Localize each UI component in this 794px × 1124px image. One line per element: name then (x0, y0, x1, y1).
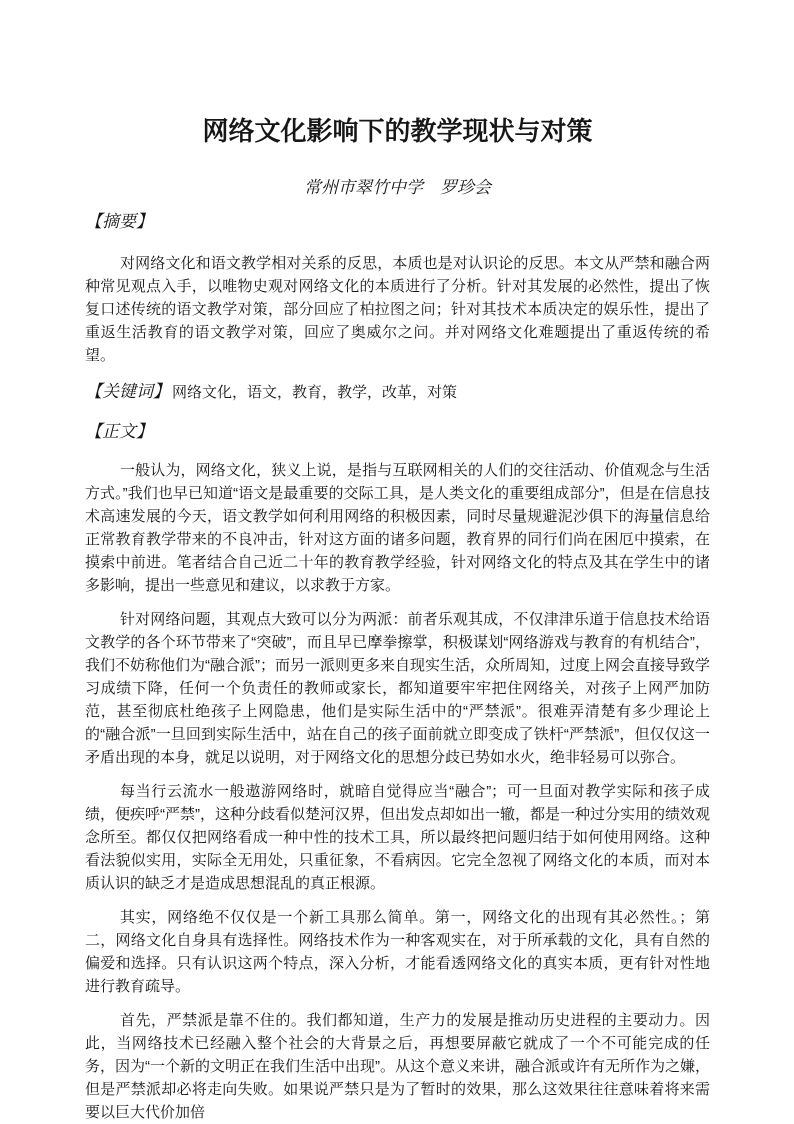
body-paragraph-4: 其实，网络绝不仅仅是一个新工具那么简单。第一，网络文化的出现有其必然性。；第二，网络文化自身具有选择性。网络技术作为一种客观实在，对于所承载的文化，具有自然的偏爱和选择。只有认识这两个特点，深入分析，才能看透网络文化的真实本质，更有针对性地进行教育疏导。 (85, 909, 710, 995)
body-paragraph-5: 首先，严禁派是靠不住的。我们都知道，生产力的发展是推动历史进程的主要动力。因此，当网络技术已经融入整个社会的大背景之后，再想要屏蔽它就成了一个不可能完成的任务，因为“一个新的文明正在我们生活中出现”。从这个意义来讲，融合派或许有无所作为之嫌，但是严禁派却必将走向失败。如果说严禁只是为了暂时的效果，那么这效果往往意味着将来需要以巨大代价加倍 (85, 1012, 710, 1121)
body-label: 【正文】 (85, 422, 153, 441)
document-title: 网络文化影响下的教学现状与对策 (202, 116, 593, 146)
keywords-text: 网络文化，语文，教育，教学，改革，对策 (172, 384, 458, 401)
body-paragraph-3: 每当行云流水一般遨游网络时，就暗自觉得应当“融合”；可一旦面对教学实际和孩子成绩，便疾呼“严禁”，这种分歧看似楚河汉界，但出发点却如出一辙，都是一种过分实用的绩效观念所至。都仅仅把网络看成一种中性的技术工具，所以最终把问题归结于如何使用网络。这种看法貌似实用，实际全无用处，只重征象，不看病因。它完全忽视了网络文化的本质，而对本质认识的缺乏才是造成思想混乱的真正根源。 (85, 783, 710, 892)
abstract-label: 【摘要】 (85, 212, 153, 231)
body-paragraph-2: 针对网络问题，其观点大致可以分为两派：前者乐观其成，不仅津津乐道于信息技术给语文教学的各个环节带来了“突破”，而且早已摩拳擦掌，积极谋划“网络游戏与教育的有机结合”，我们不妨称他们为“融合派”；而另一派则更多来自现实生活，众所周知，过度上网会直接导致学习成绩下降，任何一个负责任的教师或家长，都知道要牢牢把住网络关，对孩子上网严加防范，甚至彻底杜绝孩子上网隐患，他们是实际生活中的“严禁派”。很难弄清楚有多少理论上的“融合派”一旦回到实际生活中，站在自己的孩子面前就立即变成了铁杆“严禁派”，但仅仅这一矛盾出现的本身，就足以说明，对于网络文化的思想分歧已势如水火，绝非轻易可以弥合。 (85, 611, 710, 766)
abstract-text: 对网络文化和语文教学相对关系的反思，本质也是对认识论的反思。本文从严禁和融合两种常见观点入手，以唯物史观对网络文化的本质进行了分析。针对其发展的必然性，提出了恢复口述传统的语文教学对策，部分回应了柏拉图之问；针对其技术本质决定的娱乐性，提出了重返生活教育的语文教学对策，回应了奥威尔之问。并对网络文化难题提出了重返传统的希望。 (85, 255, 710, 364)
author-byline: 常州市翠竹中学 罗珍会 (304, 178, 491, 197)
body-paragraph-1: 一般认为，网络文化，狭义上说，是指与互联网相关的人们的交往活动、价值观念与生活方式。”我们也早已知道“语文是最重要的交际工具，是人类文化的重要组成部分”，但是在信息技术高速发展的今天，语文教学如何利用网络的积极因素，同时尽量规避泥沙俱下的海量信息给正常教育教学带来的不良冲击，针对这方面的诸多问题，教育界的同行们尚在困厄中摸索，在摸索中前进。笔者结合自己近二十年的教育教学经验，针对网络文化的特点及其在学生中的诸多影响，提出一些意见和建议，以求教于方家。 (85, 462, 710, 594)
keywords-line (85, 380, 710, 405)
keywords-label: 【关键词】 (85, 382, 170, 401)
